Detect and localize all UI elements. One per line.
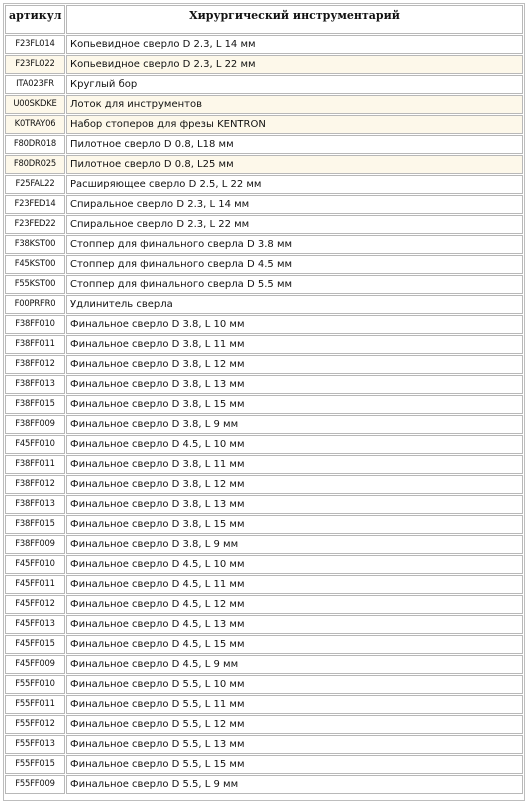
table-row [5, 695, 523, 714]
table-row [5, 35, 523, 54]
table-row [5, 155, 523, 174]
article-code-cell: F55FF009 [5, 775, 65, 794]
product-name-cell: Финальное сверло D 4.5, L 15 мм [66, 635, 523, 654]
article-code-cell: F38FF015 [5, 515, 65, 534]
product-name-cell: Финальное сверло D 5.5, L 10 мм [66, 675, 523, 694]
table-row [5, 415, 523, 434]
table-row [5, 315, 523, 334]
product-name-cell: Финальное сверло D 4.5, L 13 мм [66, 615, 523, 634]
product-name-cell: Финальное сверло D 3.8, L 11 мм [66, 335, 523, 354]
table-row [5, 275, 523, 294]
product-name-cell: Копьевидное сверло D 2.3, L 22 мм [66, 55, 523, 74]
table-row [5, 135, 523, 154]
product-table [4, 4, 524, 795]
article-code-cell: F00PRFR0 [5, 295, 65, 314]
table-row [5, 395, 523, 414]
article-code-cell: F38FF013 [5, 495, 65, 514]
article-code-cell: F23FL022 [5, 55, 65, 74]
product-name-cell: Финальное сверло D 4.5, L 9 мм [66, 655, 523, 674]
article-code-cell: F80DR018 [5, 135, 65, 154]
product-name-cell: Финальное сверло D 3.8, L 9 мм [66, 415, 523, 434]
product-name-cell: Финальное сверло D 5.5, L 13 мм [66, 735, 523, 754]
table-row [5, 775, 523, 794]
article-code-cell: F45FF015 [5, 635, 65, 654]
article-code-cell: F38FF012 [5, 475, 65, 494]
table-row [5, 515, 523, 534]
article-code-cell: F45FF012 [5, 595, 65, 614]
table-row [5, 735, 523, 754]
article-code-cell: ITA023FR [5, 75, 65, 94]
product-name-cell: Пилотное сверло D 0.8, L18 мм [66, 135, 523, 154]
product-name-cell: Стоппер для финального сверла D 5.5 мм [66, 275, 523, 294]
product-name-cell: Финальное сверло D 4.5, L 10 мм [66, 555, 523, 574]
article-code-cell: F25FAL22 [5, 175, 65, 194]
product-name-cell: Финальное сверло D 3.8, L 15 мм [66, 395, 523, 414]
product-name-cell: Финальное сверло D 5.5, L 9 мм [66, 775, 523, 794]
product-table-frame [3, 3, 525, 801]
article-code-cell: F38KST00 [5, 235, 65, 254]
article-code-cell: F38FF015 [5, 395, 65, 414]
article-code-cell: F45FF009 [5, 655, 65, 674]
article-code-cell: F80DR025 [5, 155, 65, 174]
table-row [5, 595, 523, 614]
article-code-cell: F38FF011 [5, 455, 65, 474]
product-name-cell: Финальное сверло D 3.8, L 11 мм [66, 455, 523, 474]
product-name-cell: Удлинитель сверла [66, 295, 523, 314]
table-row [5, 235, 523, 254]
product-name-cell: Финальное сверло D 3.8, L 9 мм [66, 535, 523, 554]
article-code-cell: F38FF012 [5, 355, 65, 374]
article-code-cell: F45FF010 [5, 555, 65, 574]
table-row [5, 495, 523, 514]
product-name-cell: Финальное сверло D 5.5, L 11 мм [66, 695, 523, 714]
product-name-cell: Финальное сверло D 3.8, L 10 мм [66, 315, 523, 334]
table-row [5, 615, 523, 634]
table-row [5, 55, 523, 74]
product-name-cell: Стоппер для финального сверла D 3.8 мм [66, 235, 523, 254]
table-row [5, 575, 523, 594]
table-row [5, 375, 523, 394]
table-row [5, 295, 523, 314]
table-row [5, 655, 523, 674]
column-header-name: Хирургический инструментарий [66, 5, 523, 34]
article-code-cell: F23FED22 [5, 215, 65, 234]
table-row [5, 195, 523, 214]
product-name-cell: Финальное сверло D 3.8, L 13 мм [66, 375, 523, 394]
product-name-cell: Финальное сверло D 3.8, L 12 мм [66, 475, 523, 494]
product-name-cell: Финальное сверло D 4.5, L 11 мм [66, 575, 523, 594]
table-row [5, 715, 523, 734]
product-name-cell: Спиральное сверло D 2.3, L 14 мм [66, 195, 523, 214]
table-row [5, 475, 523, 494]
article-code-cell: F45FF010 [5, 435, 65, 454]
article-code-cell: F38FF009 [5, 415, 65, 434]
article-code-cell: F45FF013 [5, 615, 65, 634]
table-row [5, 755, 523, 774]
product-name-cell: Набор стоперов для фрезы KENTRON [66, 115, 523, 134]
table-row [5, 255, 523, 274]
table-header-row [5, 5, 523, 34]
table-row [5, 75, 523, 94]
article-code-cell: F38FF011 [5, 335, 65, 354]
table-row [5, 635, 523, 654]
article-code-cell: F55FF010 [5, 675, 65, 694]
article-code-cell: F55FF013 [5, 735, 65, 754]
article-code-cell: F38FF010 [5, 315, 65, 334]
table-row [5, 175, 523, 194]
product-name-cell: Спиральное сверло D 2.3, L 22 мм [66, 215, 523, 234]
article-code-cell: K0TRAY06 [5, 115, 65, 134]
article-code-cell: F23FED14 [5, 195, 65, 214]
product-name-cell: Финальное сверло D 5.5, L 12 мм [66, 715, 523, 734]
product-name-cell: Круглый бор [66, 75, 523, 94]
product-name-cell: Пилотное сверло D 0.8, L25 мм [66, 155, 523, 174]
article-code-cell: F55KST00 [5, 275, 65, 294]
product-name-cell: Стоппер для финального сверла D 4.5 мм [66, 255, 523, 274]
article-code-cell: F38FF009 [5, 535, 65, 554]
product-name-cell: Финальное сверло D 5.5, L 15 мм [66, 755, 523, 774]
article-code-cell: F45KST00 [5, 255, 65, 274]
product-name-cell: Финальное сверло D 3.8, L 15 мм [66, 515, 523, 534]
column-header-code: артикул [5, 5, 65, 34]
table-row [5, 455, 523, 474]
table-row [5, 335, 523, 354]
table-row [5, 555, 523, 574]
product-name-cell: Финальное сверло D 3.8, L 12 мм [66, 355, 523, 374]
product-name-cell: Копьевидное сверло D 2.3, L 14 мм [66, 35, 523, 54]
article-code-cell: U00SKDKE [5, 95, 65, 114]
product-name-cell: Лоток для инструментов [66, 95, 523, 114]
table-row [5, 215, 523, 234]
table-row [5, 675, 523, 694]
product-name-cell: Финальное сверло D 4.5, L 12 мм [66, 595, 523, 614]
table-row [5, 115, 523, 134]
product-name-cell: Финальное сверло D 3.8, L 13 мм [66, 495, 523, 514]
table-row [5, 535, 523, 554]
table-row [5, 355, 523, 374]
table-body [5, 35, 523, 794]
article-code-cell: F55FF011 [5, 695, 65, 714]
article-code-cell: F55FF015 [5, 755, 65, 774]
article-code-cell: F55FF012 [5, 715, 65, 734]
product-name-cell: Расширяющее сверло D 2.5, L 22 мм [66, 175, 523, 194]
table-row [5, 435, 523, 454]
table-row [5, 95, 523, 114]
article-code-cell: F45FF011 [5, 575, 65, 594]
article-code-cell: F38FF013 [5, 375, 65, 394]
article-code-cell: F23FL014 [5, 35, 65, 54]
product-name-cell: Финальное сверло D 4.5, L 10 мм [66, 435, 523, 454]
